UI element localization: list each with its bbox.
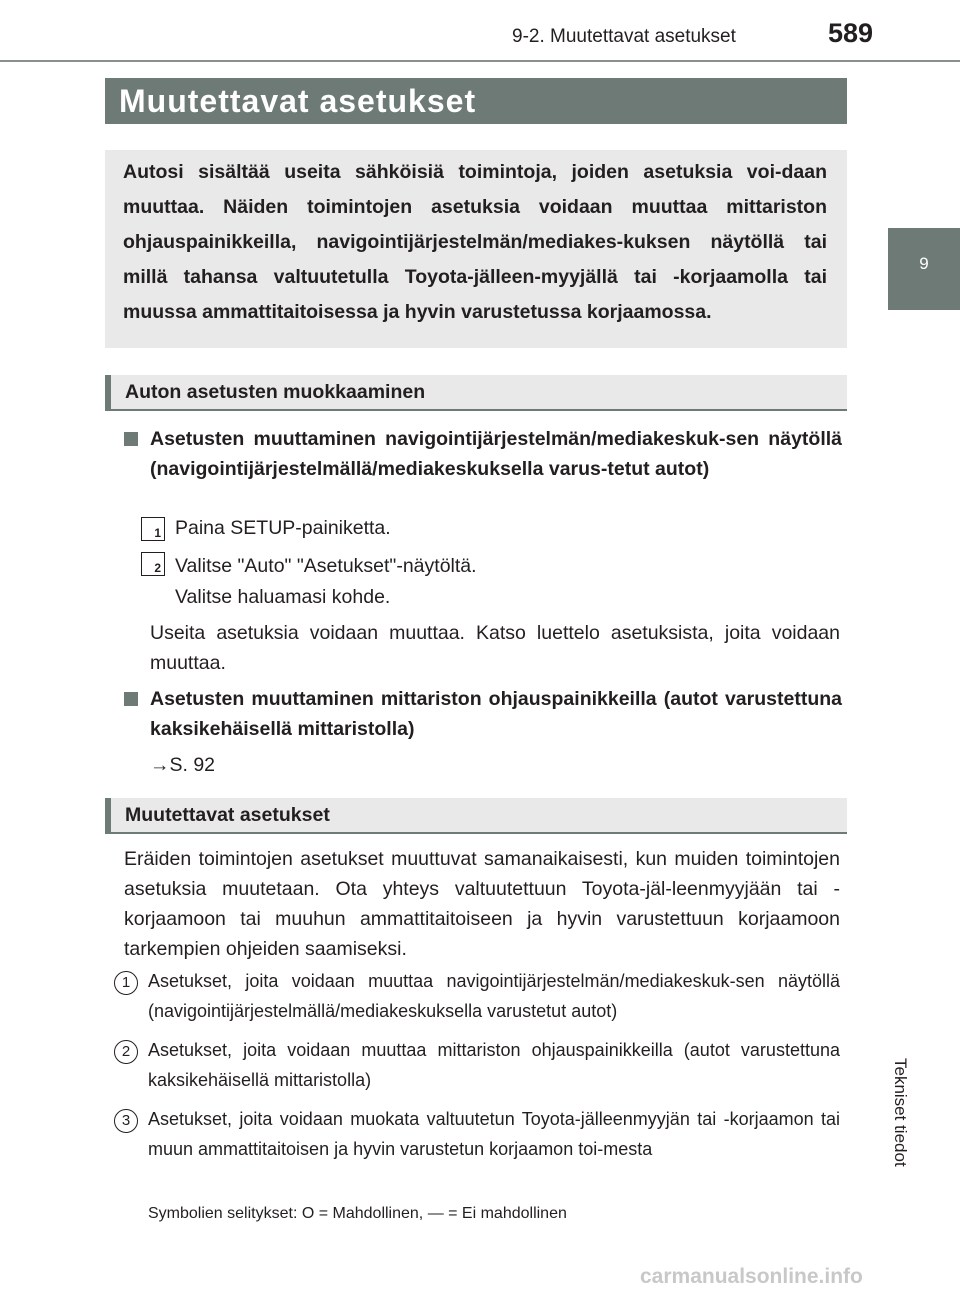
step-number-2: 2: [141, 552, 165, 576]
header-divider: [0, 60, 960, 62]
list-item-1: Asetukset, joita voidaan muuttaa navigointijärjestelmän/mediakeskuk-sen näytöllä (navigointijärjestelmällä/mediakeskuksella varustetut autot): [148, 971, 840, 1021]
step-2-text: Valitse "Auto" "Asetukset"-näytöltä.: [175, 555, 477, 577]
list-item-2: Asetukset, joita voidaan muuttaa mittariston ohjauspainikkeilla (autot varustettuna kaksikehäisellä mittaristolla): [148, 1040, 840, 1090]
chapter-tab[interactable]: [888, 228, 960, 310]
item-heading-meter-switches: [124, 684, 842, 744]
item-heading-navigation: [124, 424, 842, 484]
square-bullet-icon: [124, 432, 138, 446]
list-number-1: 1: [114, 971, 138, 995]
chapter-tab-label: Tekniset tiedot: [891, 1058, 910, 1167]
page-reference-link[interactable]: →S. 92: [150, 754, 216, 776]
square-bullet-icon: [124, 692, 138, 706]
intro-text: Autosi sisältää useita sähköisiä toimintoja, joiden asetuksia voi-daan muuttaa. Näiden toimintojen asetuksia voidaan muuttaa mittariston ohjauspainikkeilla, navigointijärjestelmän/mediakes-kuksen näytöllä tai millä tahansa valtuutetulla Toyota-jälleen-myyjällä tai -korjaamolla tai muussa ammattitaitoisessa ja hyvin varustetussa korjaamossa.: [123, 161, 827, 323]
step-number-1: 1: [141, 517, 165, 541]
section-heading-settings-edit: Auton asetusten muokkaaminen: [105, 375, 847, 411]
intro-box: [105, 150, 847, 348]
list-item-3: Asetukset, joita voidaan muokata valtuutetun Toyota-jälleenmyyjän tai -korjaamon tai muun ammattitaitoisen ja hyvin varustetun korjaamon toi-mesta: [148, 1109, 840, 1159]
section-2-paragraph: Eräiden toimintojen asetukset muuttuvat samanaikaisesti, kun muiden toimintojen asetuksia muutetaan. Ota yhteys valtuutettuun Toyota-jäl-leenmyyjään tai -korjaamoon tai muuhun ammattitaitoiseen ja hyvin varustettuun korjaamoon tarkempien ohjeiden saamiseksi.: [124, 848, 840, 960]
page-number: 589: [828, 18, 874, 48]
watermark: carmanualsonline.info: [640, 1265, 863, 1288]
item-1-note: Useita asetuksia voidaan muuttaa. Katso luettelo asetuksista, joita voidaan muuttaa.: [150, 622, 840, 674]
list-number-3: 3: [114, 1109, 138, 1133]
step-2-subtext: Valitse haluamasi kohde.: [175, 586, 391, 608]
item-heading-text: Asetusten muuttaminen navigointijärjestelmän/mediakeskuk-sen näytöllä (navigointijärjestelmällä/mediakeskuksella varus-tetut autot): [150, 428, 842, 480]
list-number-2: 2: [114, 1040, 138, 1064]
symbol-legend: Symbolien selitykset: O = Mahdollinen, — = Ei mahdollinen: [148, 1205, 567, 1222]
page-title: Muutettavat asetukset: [105, 78, 847, 124]
step-1-text: Paina SETUP-painiketta.: [175, 517, 391, 539]
section-header: 9-2. Muutettavat asetukset: [512, 26, 736, 47]
chapter-tab-number: 9: [919, 254, 929, 273]
item-heading-text: Asetusten muuttaminen mittariston ohjauspainikkeilla (autot varustettuna kaksikehäisellä mittaristolla): [150, 688, 842, 740]
section-heading-customizable-settings: Muutettavat asetukset: [105, 798, 847, 834]
